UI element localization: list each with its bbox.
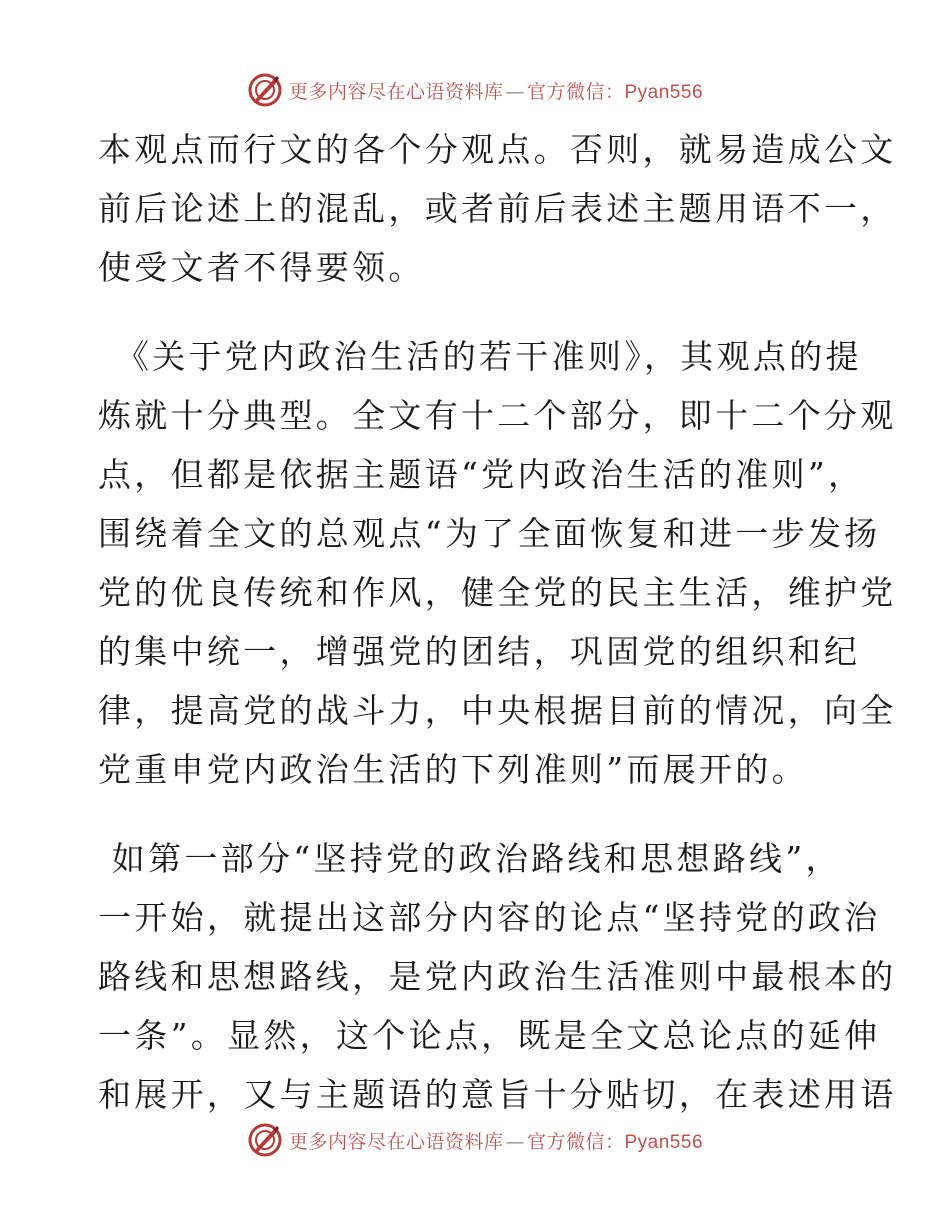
text-line: 炼就十分典型。全文有十二个部分，即十二个分观	[98, 396, 897, 435]
text-line: 如第一部分“坚持党的政治路线和思想路线”，	[98, 839, 842, 878]
banner-wechat-label: 官方微信：	[526, 1130, 625, 1153]
text-line: 点，但都是依据主题语“党内政治生活的准则”，	[98, 455, 865, 494]
paragraph-2	[98, 327, 897, 799]
banner-wechat-id: Pyan556	[624, 81, 704, 103]
text-line: 党重申党内政治生活的下列准则”而展开的。	[98, 750, 808, 789]
banner-dash: —	[505, 1130, 525, 1153]
text-line: 路线和思想路线，是党内政治生活准则中最根本的	[98, 957, 897, 996]
logo-icon	[247, 72, 283, 108]
text-line: 本观点而行文的各个分观点。否则，就易造成公文	[98, 130, 897, 169]
banner-text	[289, 77, 703, 104]
text-line: 前后论述上的混乱，或者前后表述主题用语不一，	[98, 189, 897, 228]
banner-wechat-id: Pyan556	[624, 1131, 704, 1153]
text-line: 围绕着全文的总观点“为了全面恢复和进一步发扬	[98, 514, 881, 553]
banner-wechat-label: 官方微信：	[526, 80, 625, 103]
document-body	[98, 120, 897, 1124]
banner-text	[289, 1127, 703, 1154]
banner-dash: —	[505, 80, 525, 103]
paragraph-3	[98, 829, 897, 1124]
text-line: 使受文者不得要领。	[98, 248, 425, 287]
text-line: 党的优良传统和作风，健全党的民主生活，维护党	[98, 573, 897, 612]
text-line: 和展开，又与主题语的意旨十分贴切，在表述用语	[98, 1075, 897, 1114]
text-line: 一条”。显然，这个论点，既是全文总论点的延伸	[98, 1016, 881, 1055]
text-line: 一开始，就提出这部分内容的论点“坚持党的政治	[98, 898, 881, 937]
paragraph-1	[98, 120, 897, 297]
banner-main-text: 更多内容尽在心语资料库	[288, 1130, 504, 1153]
text-line: 《关于党内政治生活的若干准则》，其观点的提	[116, 337, 862, 376]
text-line: 的集中统一，增强党的团结，巩固党的组织和纪	[98, 632, 861, 671]
footer-banner	[0, 1120, 950, 1160]
banner-main-text: 更多内容尽在心语资料库	[288, 80, 504, 103]
logo-icon	[247, 1122, 283, 1158]
text-line: 律，提高党的战斗力，中央根据目前的情况，向全	[98, 691, 897, 730]
header-banner	[0, 70, 950, 110]
